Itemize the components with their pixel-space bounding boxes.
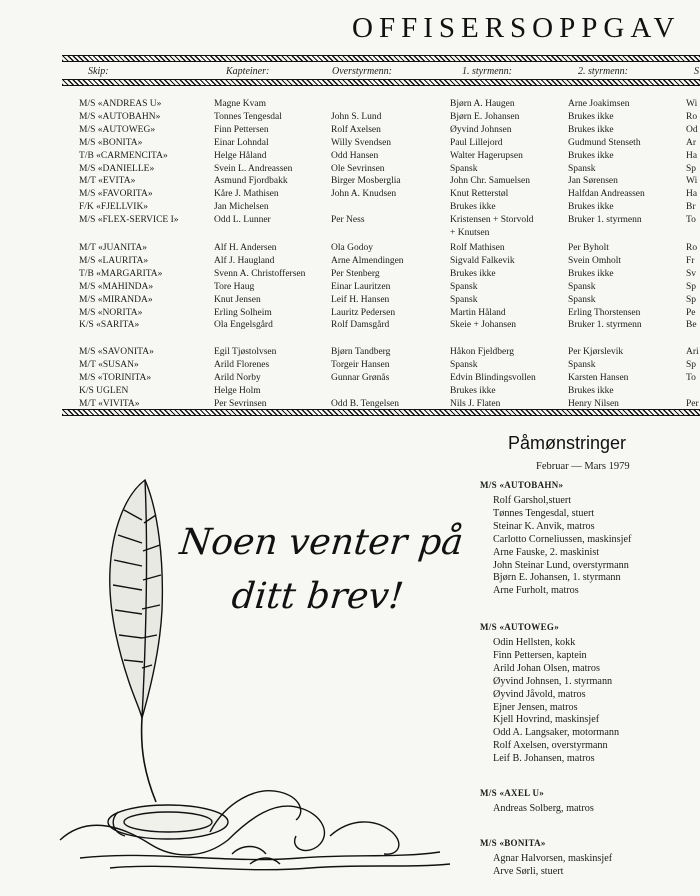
list-item: Arild Johan Olsen, matros xyxy=(493,662,600,674)
illustration-text-line-1: Noen venter på xyxy=(177,522,466,563)
ship-cell: M/S «FAVORITA» xyxy=(79,189,153,200)
list-item: Tønnes Tengesdal, stuert xyxy=(493,507,595,519)
first-mate-cell: Paul Lillejord xyxy=(450,137,503,148)
list-item: Agnar Halvorsen, maskinsjef xyxy=(493,853,613,864)
captain-cell: Arild Norby xyxy=(214,372,261,383)
ship-cell: T/B «MARGARITA» xyxy=(79,268,163,279)
first-mate-cell: Spansk xyxy=(450,359,478,370)
first-mate-cell: Bjørn A. Haugen xyxy=(450,99,515,109)
chief-mate-cell: Willy Svendsen xyxy=(331,137,392,148)
ship-cell: M/S «BONITA» xyxy=(79,137,143,148)
ship-cell: M/S «MAHINDA» xyxy=(79,281,154,292)
list-item: John Steinar Lund, overstyrmann xyxy=(493,559,629,571)
first-mate-cell: Sigvald Falkevik xyxy=(450,255,515,266)
chief-mate-cell: Ole Sevrinsen xyxy=(331,163,385,174)
table-row xyxy=(0,359,700,372)
chief-mate-cell: John S. Lund xyxy=(331,111,382,122)
section-title: Påmønstringer xyxy=(508,433,627,453)
table-row xyxy=(0,163,700,176)
captain-cell: Tore Haug xyxy=(214,281,255,292)
ship-cell: M/S «LAURITA» xyxy=(79,255,149,266)
ship-cell: K/S UGLEN xyxy=(79,385,129,396)
ship-cell: M/S «TORINITA» xyxy=(79,372,152,383)
table-row xyxy=(0,319,700,332)
ship-cell: M/S «AUTOWEG» xyxy=(79,124,156,135)
list-item: Steinar K. Anvik, matros xyxy=(493,520,595,532)
table-row xyxy=(0,268,700,281)
ship-heading: M/S «AXEL U» xyxy=(480,788,545,798)
second-mate-cell: Arne Joakimsen xyxy=(568,99,630,109)
second-mate-cell: Per Byholt xyxy=(568,243,609,253)
s-cell: Wi xyxy=(686,176,698,187)
s-cell: Sp xyxy=(686,294,697,305)
first-mate-cell: Walter Hagerupsen xyxy=(450,150,523,161)
s-cell: Wi xyxy=(686,99,698,109)
second-mate-cell: Bruker 1. styrmenn xyxy=(568,320,642,331)
second-mate-cell: Spansk xyxy=(568,163,596,174)
table-row xyxy=(0,188,700,201)
table-row xyxy=(0,111,700,124)
list-item: Kjell Hovrind, maskinsjef xyxy=(493,714,600,726)
chief-mate-cell: Per Stenberg xyxy=(331,268,380,279)
s-cell: Ro xyxy=(686,243,698,253)
captain-cell: Knut Jensen xyxy=(214,294,261,305)
ship-cell: M/T «VIVITA» xyxy=(79,398,140,409)
table-row xyxy=(0,227,700,240)
page-title: OFFISERSOPPGAV xyxy=(352,12,681,44)
second-mate-cell: Brukes ikke xyxy=(568,124,614,135)
captain-cell: Odd L. Lunner xyxy=(214,215,271,226)
table-row xyxy=(0,150,700,163)
table-row xyxy=(0,214,700,227)
captain-cell: Tonnes Tengesdal xyxy=(214,111,282,122)
column-header-skip: Skip: xyxy=(88,66,109,77)
first-mate-cell: Spansk xyxy=(450,294,478,305)
chief-mate-cell: Arne Almendingen xyxy=(331,255,404,266)
list-item: Arne Fauske, 2. maskinist xyxy=(493,546,600,558)
list-item: Arne Furholt, matros xyxy=(493,585,579,597)
first-mate-cell: Brukes ikke xyxy=(450,385,496,396)
first-mate-cell: Skeie + Johansen xyxy=(450,320,517,331)
list-item: Øyvind Johnsen, 1. styrmann xyxy=(493,675,613,687)
second-mate-cell: Spansk xyxy=(568,294,596,305)
list-item: Odin Hellsten, kokk xyxy=(493,637,576,648)
ship-cell: M/S «NORITA» xyxy=(79,307,143,318)
chief-mate-cell: Leif H. Hansen xyxy=(331,294,390,305)
list-item: Leif B. Johansen, matros xyxy=(493,753,595,765)
captain-cell: Ola Engelsgård xyxy=(214,320,273,331)
captain-cell: Finn Pettersen xyxy=(214,124,269,135)
s-cell: To xyxy=(686,372,696,383)
chief-mate-cell: Rolf Axelsen xyxy=(331,124,381,135)
captain-cell: Helge Holm xyxy=(214,385,261,396)
captain-cell: Erling Solheim xyxy=(214,307,272,318)
illustration-text-line-2: ditt brev! xyxy=(229,576,406,617)
s-cell: Ari xyxy=(686,347,699,357)
s-cell: Br xyxy=(686,202,696,213)
captain-cell: Alf H. Andersen xyxy=(214,243,277,253)
ship-heading: M/S «AUTOBAHN» xyxy=(480,480,564,490)
chief-mate-cell: Torgeir Hansen xyxy=(331,359,390,370)
second-mate-cell: Karsten Hansen xyxy=(568,372,629,383)
s-cell: Ro xyxy=(686,111,698,122)
captain-cell: Helge Håland xyxy=(214,150,267,161)
first-mate-cell: Rolf Mathisen xyxy=(450,243,505,253)
second-mate-cell: Gudmund Stenseth xyxy=(568,137,641,148)
second-mate-cell: Brukes ikke xyxy=(568,268,614,279)
second-mate-cell: Per Kjørslevik xyxy=(568,347,624,357)
table-row xyxy=(0,307,700,320)
ship-cell: M/S «FLEX-SERVICE I» xyxy=(79,215,179,226)
first-mate-cell: Spansk xyxy=(450,163,478,174)
chief-mate-cell: Bjørn Tandberg xyxy=(331,347,391,357)
list-item: Carlotto Corneliussen, maskinsjef xyxy=(493,533,632,545)
second-mate-cell: Bruker 1. styrmenn xyxy=(568,215,642,226)
ship-cell: M/S «ANDREAS U» xyxy=(79,99,162,109)
ship-cell: M/S «AUTOBAHN» xyxy=(79,111,161,122)
first-mate-cell: Brukes ikke xyxy=(450,268,496,279)
s-cell: Fr xyxy=(686,255,695,266)
table-row xyxy=(0,372,700,385)
s-cell: Sp xyxy=(686,281,697,292)
list-item: Odd A. Langsaker, motormann xyxy=(493,727,620,739)
second-mate-cell: Brukes ikke xyxy=(568,202,614,213)
table-row xyxy=(0,255,700,268)
list-item: Øyvind Jåvold, matros xyxy=(493,688,586,700)
first-mate-cell: John Chr. Samuelsen xyxy=(450,176,530,187)
ship-cell: K/S «SARITA» xyxy=(79,320,140,331)
first-mate-cell: Kristensen + Storvold xyxy=(450,215,534,226)
ship-heading: M/S «BONITA» xyxy=(480,838,546,848)
quill-illustration xyxy=(0,440,480,896)
second-mate-cell: Brukes ikke xyxy=(568,111,614,122)
s-cell: Ha xyxy=(686,189,698,200)
list-item: Bjørn E. Johansen, 1. styrmann xyxy=(493,572,621,584)
first-mate-cell: Håkon Fjeldberg xyxy=(450,347,514,357)
chief-mate-cell: Ola Godoy xyxy=(331,243,373,253)
s-cell: To xyxy=(686,215,696,226)
column-header-overstyrmenn: Overstyrmenn: xyxy=(332,66,392,77)
captain-cell: Svein L. Andreassen xyxy=(214,163,293,174)
second-mate-cell: Halfdan Andreassen xyxy=(568,189,645,200)
table-row xyxy=(0,175,700,188)
s-cell: Ha xyxy=(686,150,698,161)
section-period: Februar — Mars 1979 xyxy=(536,461,630,472)
list-item: Andreas Solberg, matros xyxy=(493,803,594,814)
header-divider xyxy=(62,79,700,86)
second-mate-cell: Spansk xyxy=(568,281,596,292)
chief-mate-cell: Lauritz Pedersen xyxy=(331,307,396,318)
column-header-s: S xyxy=(694,66,699,77)
captain-cell: Asmund Fjordbakk xyxy=(214,176,288,187)
s-cell: Pe xyxy=(686,307,696,318)
ship-cell: M/S «MIRANDA» xyxy=(79,294,153,305)
ship-cell: T/B «CARMENCITA» xyxy=(79,150,168,161)
column-header-1-styrmenn: 1. styrmenn: xyxy=(462,66,512,77)
list-item: Finn Pettersen, kaptein xyxy=(493,649,587,661)
s-cell: Sp xyxy=(686,359,697,370)
table-row xyxy=(0,124,700,137)
table-row xyxy=(0,294,700,307)
second-mate-cell: Henry Nilsen xyxy=(568,398,619,409)
table-row xyxy=(0,201,700,214)
captain-cell: Svenn A. Christoffersen xyxy=(214,268,306,279)
first-mate-cell: Knut Retterstøl xyxy=(450,189,509,200)
chief-mate-cell: John A. Knudsen xyxy=(331,189,397,200)
chief-mate-cell: Rolf Damsgård xyxy=(331,320,390,331)
first-mate-cell: Edvin Blindingsvollen xyxy=(450,372,536,383)
ship-cell: M/T «JUANITA» xyxy=(79,243,147,253)
bottom-divider xyxy=(62,409,700,416)
s-cell: Ar xyxy=(686,137,697,148)
ship-cell: M/T «EVITA» xyxy=(79,176,136,187)
first-mate-cell: Bjørn E. Johansen xyxy=(450,111,520,122)
table-row xyxy=(0,385,700,398)
captain-cell: Egil Tjøstolvsen xyxy=(214,347,277,357)
chief-mate-cell: Per Ness xyxy=(331,215,365,226)
column-header-2-styrmenn: 2. styrmenn: xyxy=(578,66,628,77)
s-cell: Sv xyxy=(686,268,697,279)
first-mate-cell: Nils J. Flaten xyxy=(450,398,501,409)
s-cell: Per xyxy=(686,398,699,409)
second-mate-cell: Spansk xyxy=(568,359,596,370)
list-item: Rolf Garshol,stuert xyxy=(493,495,572,506)
chief-mate-cell: Odd Hansen xyxy=(331,150,379,161)
ship-cell: M/S «DANIELLE» xyxy=(79,163,155,174)
ship-cell: M/T «SUSAN» xyxy=(79,359,139,370)
second-mate-cell: Jan Sørensen xyxy=(568,176,618,187)
first-mate-cell: + Knutsen xyxy=(450,228,490,238)
table-row xyxy=(0,281,700,294)
table-row xyxy=(0,98,700,111)
table-row xyxy=(0,346,700,359)
s-cell: Sp xyxy=(686,163,697,174)
captain-cell: Kåre J. Mathisen xyxy=(214,189,279,200)
second-mate-cell: Brukes ikke xyxy=(568,150,614,161)
first-mate-cell: Martin Håland xyxy=(450,307,506,318)
first-mate-cell: Øyvind Johnsen xyxy=(450,124,512,135)
ship-heading: M/S «AUTOWEG» xyxy=(480,622,559,632)
table-row xyxy=(0,137,700,150)
second-mate-cell: Erling Thorstensen xyxy=(568,307,641,318)
chief-mate-cell: Gunnar Grønås xyxy=(331,372,390,383)
list-item: Arve Sørli, stuert xyxy=(493,865,564,877)
captain-cell: Jan Michelsen xyxy=(214,202,269,213)
second-mate-cell: Brukes ikke xyxy=(568,385,614,396)
captain-cell: Arild Florenes xyxy=(214,359,270,370)
table-row xyxy=(0,242,700,255)
first-mate-cell: Brukes ikke xyxy=(450,202,496,213)
captain-cell: Per Sevrinsen xyxy=(214,398,267,409)
list-item: Ejner Jensen, matros xyxy=(493,701,578,713)
column-header-kapteiner: Kapteiner: xyxy=(226,66,270,77)
second-mate-cell: Svein Omholt xyxy=(568,255,622,266)
top-divider xyxy=(62,55,700,62)
captain-cell: Einar Lohndal xyxy=(214,137,269,148)
chief-mate-cell: Birger Mosberglia xyxy=(331,176,401,187)
captain-cell: Magne Kvam xyxy=(214,99,266,109)
chief-mate-cell: Odd B. Tengelsen xyxy=(331,398,400,409)
s-cell: Od xyxy=(686,124,698,135)
first-mate-cell: Spansk xyxy=(450,281,478,292)
captain-cell: Alf J. Haugland xyxy=(214,255,275,266)
ship-cell: F/K «FJELLVIK» xyxy=(79,202,149,213)
ship-cell: M/S «SAVONITA» xyxy=(79,347,154,357)
chief-mate-cell: Einar Lauritzen xyxy=(331,281,391,292)
list-item: Rolf Axelsen, overstyrmann xyxy=(493,740,608,752)
s-cell: Be xyxy=(686,320,697,331)
